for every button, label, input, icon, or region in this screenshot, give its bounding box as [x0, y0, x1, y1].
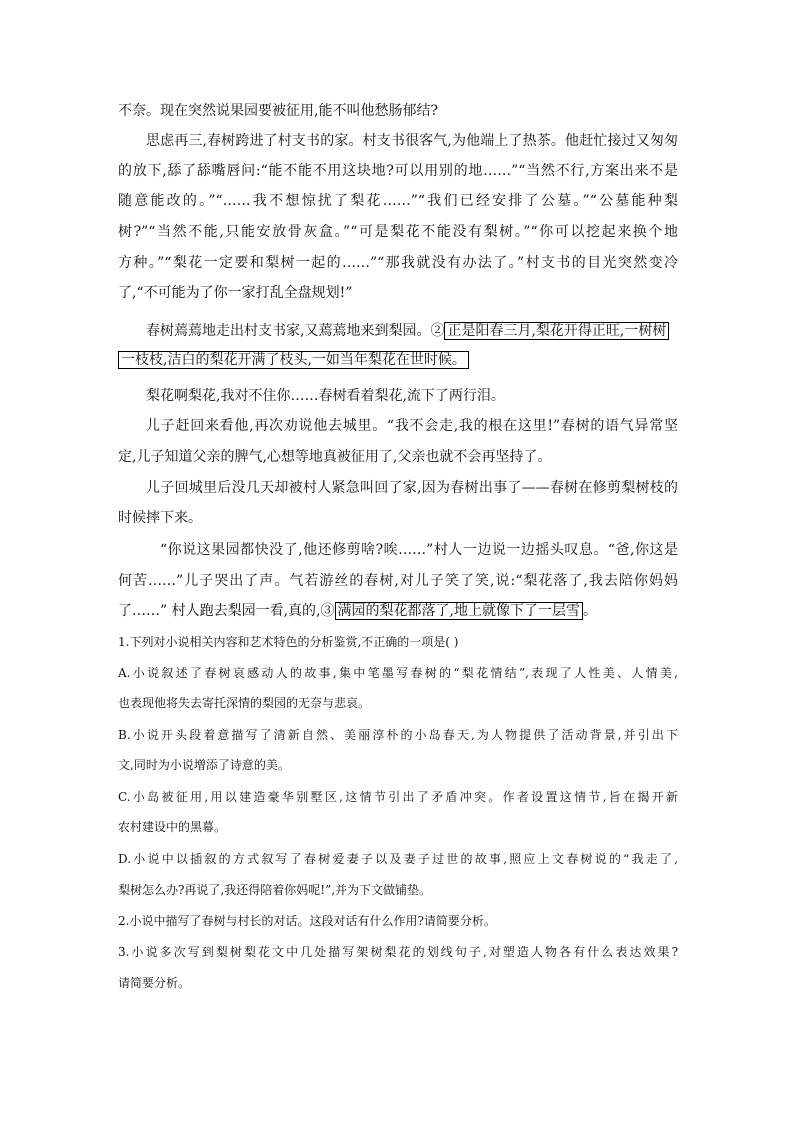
question-1: 1.下列对小说相关内容和艺术特色的分析鉴赏,不正确的一项是( )	[118, 635, 459, 649]
underlined-sentence-2-continued: 一枝枝,洁白的梨花开满了枝头,一如当年梨花在世时候。	[118, 351, 469, 369]
text-line: “你说这果园都快没了,他还修剪啥?唉……”村人一边说一边摇头叹息。“爸,你这是	[160, 542, 678, 558]
text-line	[118, 601, 678, 621]
question-2: 2.小说中描写了春树与村长的对话。这段对话有什么作用?请简要分析。	[118, 914, 496, 928]
underlined-sentence-3: 满园的梨花都落了,地上就像下了一层雪	[335, 602, 583, 620]
text-line: 儿子回城里后没几天却被村人紧急叫回了家,因为春树出事了——春树在修剪梨树枝的	[146, 480, 678, 496]
text-line: 何苦……”儿子哭出了声。气若游丝的春树,对儿子笑了笑,说:“梨花落了,我去陪你妈妈	[118, 573, 678, 589]
question-3: 3.小说多次写到梨树梨花文中几处描写架树梨花的划线句子,对塑造人物各有什么表达效果?	[118, 945, 678, 959]
text-run: 。	[582, 603, 597, 619]
text-line	[118, 350, 678, 370]
option-d-continued: 梨树怎么办?再说了,我还得陪着你妈呢!”,并为下文做铺垫。	[118, 883, 432, 897]
text-run: 春树蔫蔫地走出村支书家,又蔫蔫地来到梨园。②	[146, 323, 445, 339]
text-line: 定,儿子知道父亲的脾气,心想等地真被征用了,父亲也就不会再坚持了。	[118, 449, 552, 465]
option-b-continued: 文,同时为小说增添了诗意的美。	[118, 758, 290, 772]
text-line: 随意能改的。”“……我不想惊扰了梨花……”“我们已经安排了公墓。”“公墓能种梨	[118, 193, 678, 209]
text-line: 时候摔下来。	[118, 510, 202, 526]
option-c-continued: 农村建设中的黑幕。	[118, 820, 227, 834]
text-line: 不奈。现在突然说果园要被征用,能不叫他愁肠郁结?	[118, 103, 438, 119]
underlined-sentence-2: 正是阳春三月,梨花开得正旺,一树树	[444, 322, 669, 340]
text-line: 思虑再三,春树跨进了村支书的家。村支书很客气,为他端上了热茶。他赶忙接过又匆匆	[146, 133, 678, 149]
question-3-continued: 请简要分析。	[118, 976, 191, 990]
option-b: B.小说开头段着意描写了清新自然、美丽淳朴的小岛春天,为人物提供了活动背景,并引出下	[118, 728, 678, 742]
text-line: 方种。”“梨花一定要和梨树一起的……”“那我就没有办法了。”村支书的目光突然变冷	[118, 255, 678, 271]
option-a: A.小说叙述了春树哀感动人的故事,集中笔墨写春树的“梨花情结”,表现了人性美、人情美,	[118, 666, 678, 680]
text-line	[146, 321, 678, 341]
text-line: 的放下,舔了舔嘴唇问:“能不能不用这块地?可以用别的地……”“当然不行,方案出来不是	[118, 163, 678, 179]
text-line: 树?”“当然不能,只能安放骨灰盒。”“可是梨花不能没有梨树。”“你可以挖起来换个地	[118, 224, 678, 240]
text-line: 了,“不可能为了你一家打乱全盘规划!”	[118, 285, 353, 301]
option-c: C.小岛被征用,用以建造豪华别墅区,这情节引出了矛盾冲突。作者设置这情节,旨在揭开新	[118, 790, 678, 804]
text-line: 儿子赶回来看他,再次劝说他去城里。“我不会走,我的根在这里!”春树的语气异常坚	[146, 418, 678, 434]
text-line: 梨花啊梨花,我对不住你……春树看着梨花,流下了两行泪。	[146, 388, 505, 404]
option-a-continued: 也表现他将失去寄托深情的梨园的无奈与悲哀。	[118, 696, 371, 710]
text-run: 了……” 村人跑去梨园一看,真的,③	[118, 603, 335, 619]
option-d: D.小说中以插叙的方式叙写了春树爱妻子以及妻子过世的故事,照应上文春树说的“我走了,	[118, 852, 678, 866]
